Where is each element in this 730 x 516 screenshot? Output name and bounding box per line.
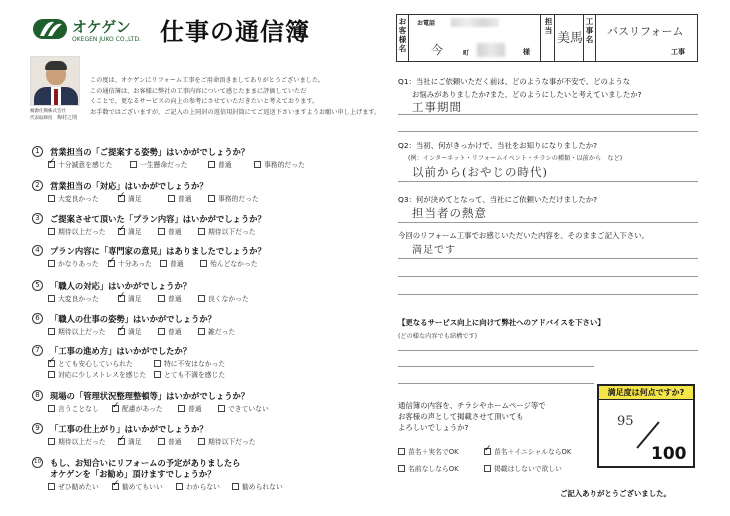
option[interactable] xyxy=(158,436,198,446)
tel-redacted xyxy=(451,18,499,27)
option-label: 普通 xyxy=(178,195,192,203)
question-number: 5 xyxy=(32,280,43,291)
q1-text-a: Q1：当社にご依頼いただく前は、どのような事が不安で、どのような xyxy=(398,77,631,86)
option-label: 満足 xyxy=(128,295,142,303)
option-label: 期待以上だった xyxy=(58,328,106,336)
option[interactable] xyxy=(178,403,218,413)
brand-subtitle: OKEGEN JUKO CO.,LTD. xyxy=(72,36,141,43)
question-text: もし、お知合いにリフォームの予定がありましたら xyxy=(50,458,241,468)
option-label: 良くなかった xyxy=(208,295,249,303)
greeting-line: お手数ではございますが、ご記入の上同封の返信用封筒にてご返送下さいますようお願い申し上げます。 xyxy=(90,108,381,116)
question-text: 現場の「管理状況整理整頓等」はいかがでしょうか？ xyxy=(50,391,250,401)
question-text: 「職人の仕事の姿勢」はいかがでしょうか？ xyxy=(50,314,216,324)
q5-note: (どの様な内容でも結構です) xyxy=(398,333,478,340)
checkbox[interactable] xyxy=(158,295,165,302)
checkbox[interactable] xyxy=(48,228,55,235)
question-number: 9 xyxy=(32,423,43,434)
checkbox-checked[interactable] xyxy=(118,295,125,302)
checkbox[interactable] xyxy=(198,228,205,235)
greeting-line: この度は、オケゲンにリフォーム工事をご用命頂きましてありがとうございました。 xyxy=(90,77,325,84)
option-label: 満足 xyxy=(128,195,142,203)
checkbox-checked[interactable] xyxy=(112,405,119,412)
option[interactable] xyxy=(48,293,118,303)
question-number: 4 xyxy=(32,245,43,256)
checkbox[interactable] xyxy=(200,260,207,267)
option[interactable] xyxy=(48,193,118,203)
option-label: 期待以上だった xyxy=(58,438,106,446)
q2-text: Q2：当初、何がきっかけで、当社をお知りになりましたか? xyxy=(398,141,598,150)
checkbox[interactable] xyxy=(48,295,55,302)
brand-name: オケゲン xyxy=(72,18,131,36)
option-label: 勧めてもいい xyxy=(122,483,163,491)
question-number: 10 xyxy=(32,457,43,468)
publish-option[interactable] xyxy=(484,463,562,473)
answer-line xyxy=(398,294,698,295)
checkbox[interactable] xyxy=(158,228,165,235)
option-label: 期待以下だった xyxy=(208,438,256,446)
president-name: 梅村之則 xyxy=(57,115,78,121)
question-text: プラン内容に「専門家の意見」はありましたでしょうか？ xyxy=(50,246,266,256)
q2-note: (例：インターネット・リフォームイベント・チラシの種類・以前から など) xyxy=(408,155,623,162)
checkbox[interactable] xyxy=(154,371,161,378)
option[interactable] xyxy=(158,293,198,303)
option[interactable] xyxy=(48,326,118,336)
checkbox[interactable] xyxy=(232,483,239,490)
customer-name-field[interactable] xyxy=(411,15,541,61)
customer-name-label: お客様名 xyxy=(397,15,409,61)
option[interactable] xyxy=(198,293,249,303)
checkbox[interactable] xyxy=(48,405,55,412)
checkbox[interactable] xyxy=(484,465,491,472)
option[interactable] xyxy=(176,481,232,491)
greeting-line: この通信簿は、お客様に弊社の工事内容について感じたままに評価していただ xyxy=(90,87,307,95)
tel-label: お電話 xyxy=(417,20,436,27)
option-label: 普通 xyxy=(168,438,182,446)
work-name-value: バスリフォーム xyxy=(607,25,684,38)
checkbox[interactable] xyxy=(198,438,205,445)
score-max: 100 xyxy=(651,444,687,464)
option-label: かなりあった xyxy=(58,260,99,268)
checkbox[interactable] xyxy=(160,260,167,267)
option[interactable] xyxy=(154,369,225,379)
option[interactable] xyxy=(160,258,200,268)
option-label: 名前なしならOK xyxy=(408,465,459,473)
q1-text-b: お悩みがありましたか?また、どのようにしたいと考えていましたか? xyxy=(412,90,642,99)
option-label: 掲載はしないで欲しい xyxy=(494,465,562,473)
option-label: 十分あった xyxy=(118,260,152,268)
option[interactable] xyxy=(48,481,112,491)
checkbox[interactable] xyxy=(158,438,165,445)
checkbox[interactable] xyxy=(398,465,405,472)
publish-text-1: 通信簿の内容を、チラシやホームページ等で xyxy=(398,401,546,410)
name-redacted xyxy=(477,43,505,57)
checkbox[interactable] xyxy=(176,483,183,490)
option[interactable] xyxy=(118,193,168,203)
checkbox[interactable] xyxy=(130,161,137,168)
checkbox[interactable] xyxy=(198,328,205,335)
option-label: 特に不安はなかった xyxy=(164,360,226,368)
answer-line xyxy=(398,114,698,115)
checkbox[interactable] xyxy=(48,438,55,445)
sama-label: 様 xyxy=(523,48,530,56)
question-text: 「工事の進め方」はいかがでしたか？ xyxy=(50,346,192,356)
president-photo xyxy=(30,56,80,106)
answer-line xyxy=(398,181,698,182)
satisfaction-score-box xyxy=(597,384,695,468)
work-suffix: 工事 xyxy=(671,48,685,56)
q3-text: Q3：何が決めてとなって、当社にご依頼いただけましたか? xyxy=(398,195,598,204)
score-title: 満足度は何点ですか? xyxy=(599,386,693,400)
tanto-label: 担当 xyxy=(543,15,555,61)
option[interactable] xyxy=(130,159,208,169)
publish-text-3: よろしいでしょうか? xyxy=(398,423,469,432)
president-company: 桶源住興株式会社 xyxy=(30,109,66,114)
checkbox[interactable] xyxy=(154,360,161,367)
option-label: とても不満を感じた xyxy=(164,371,226,379)
option[interactable] xyxy=(158,226,198,236)
answer-line xyxy=(398,131,698,132)
option[interactable] xyxy=(108,258,160,268)
option[interactable] xyxy=(232,481,283,491)
question-text: 営業担当の「ご提案する姿勢」はいかがでしょうか？ xyxy=(50,147,250,157)
option[interactable] xyxy=(218,403,269,413)
checkbox[interactable] xyxy=(208,161,215,168)
option-label: 期待以上だった xyxy=(58,228,106,236)
answer-line xyxy=(398,258,698,259)
option[interactable] xyxy=(208,159,254,169)
checkbox[interactable] xyxy=(48,328,55,335)
work-name-label: 工事名 xyxy=(584,15,596,61)
option[interactable] xyxy=(158,326,198,336)
customer-header xyxy=(396,14,698,62)
option-label: 一生懸命だった xyxy=(140,161,188,169)
checkbox[interactable] xyxy=(168,195,175,202)
option-label: 期待以下だった xyxy=(208,228,256,236)
option[interactable] xyxy=(112,403,178,413)
option-label: 配慮があった xyxy=(122,405,163,413)
president-caption xyxy=(30,108,77,122)
option[interactable] xyxy=(48,226,118,236)
option-label: 殆んどなかった xyxy=(210,260,258,268)
option-label: 普通 xyxy=(168,328,182,336)
checkbox[interactable] xyxy=(48,371,55,378)
question-text: オケゲンを「お勧め」頂けますでしょうか？ xyxy=(50,469,216,479)
question-number: 8 xyxy=(32,390,43,401)
option[interactable] xyxy=(48,258,108,268)
option[interactable] xyxy=(198,326,235,336)
answer-line xyxy=(398,350,698,351)
option[interactable] xyxy=(118,436,158,446)
answer-line xyxy=(398,366,594,367)
answer-line xyxy=(398,383,594,384)
publish-option[interactable] xyxy=(484,446,571,456)
checkbox-checked[interactable] xyxy=(484,448,491,455)
checkbox[interactable] xyxy=(48,483,55,490)
checkbox-checked[interactable] xyxy=(108,260,115,267)
publish-text-2: お客様の声として掲載させて頂いても xyxy=(398,412,524,421)
checkbox[interactable] xyxy=(198,295,205,302)
option-label: 普通 xyxy=(170,260,184,268)
option[interactable] xyxy=(118,226,158,236)
option-label: 満足 xyxy=(128,228,142,236)
q4-answer[interactable]: 満足です xyxy=(412,245,456,256)
option-label: 普通 xyxy=(168,295,182,303)
option-label: 大変良かった xyxy=(58,295,99,303)
customer-name-value: 今 xyxy=(431,43,444,57)
checkbox-checked[interactable] xyxy=(118,438,125,445)
checkbox[interactable] xyxy=(218,405,225,412)
checkbox[interactable] xyxy=(48,195,55,202)
logo-mark-icon xyxy=(32,16,68,42)
option-label: 満足 xyxy=(128,438,142,446)
machi-label: 町 xyxy=(463,50,470,57)
option[interactable] xyxy=(48,403,112,413)
question-number: 1 xyxy=(32,146,43,157)
option[interactable] xyxy=(48,369,154,379)
q5-text: 【更なるサービス向上に向けて弊社へのアドバイスを下さい】 xyxy=(398,318,605,327)
checkbox-checked[interactable] xyxy=(118,328,125,335)
question-number: 3 xyxy=(32,213,43,224)
option-label: 大変良かった xyxy=(58,195,99,203)
option[interactable] xyxy=(168,193,208,203)
question-number: 2 xyxy=(32,180,43,191)
option-label: 苗名＋実名でOK xyxy=(408,448,459,456)
question-text: ご提案させて頂いた「プラン内容」はいかがでしょうか？ xyxy=(50,214,266,224)
option-label: わからない xyxy=(186,483,220,491)
option[interactable] xyxy=(200,258,258,268)
option-label: 対応に少しストレスを感じた xyxy=(58,371,147,379)
option-label: 普通 xyxy=(188,405,202,413)
option-label: 普通 xyxy=(218,161,232,169)
publish-option[interactable] xyxy=(398,446,459,456)
q2-answer[interactable]: 以前から(おやじの時代) xyxy=(412,165,548,179)
checkbox[interactable] xyxy=(254,161,261,168)
option-label: 雑だった xyxy=(208,328,236,336)
checkbox[interactable] xyxy=(178,405,185,412)
option-label: 満足 xyxy=(128,328,142,336)
page-title: 仕事の通信簿 xyxy=(160,18,310,46)
checkbox[interactable] xyxy=(208,195,215,202)
greeting-text xyxy=(90,76,381,118)
option-label: とても安心していられた xyxy=(58,360,133,368)
checkbox-checked[interactable] xyxy=(48,360,55,367)
option-label: 事務的だった xyxy=(218,195,259,203)
answer-line xyxy=(398,276,698,277)
checkbox[interactable] xyxy=(48,260,55,267)
option[interactable] xyxy=(254,159,305,169)
option[interactable] xyxy=(198,226,256,236)
option-label: 普通 xyxy=(168,228,182,236)
option[interactable] xyxy=(112,481,176,491)
question-text: 「職人の対応」はいかがでしょうか？ xyxy=(50,281,192,291)
president-role: 代表取締役 xyxy=(30,116,53,121)
checkbox[interactable] xyxy=(158,328,165,335)
option[interactable] xyxy=(208,193,259,203)
option-label: 苗名＋イニシャルならOK xyxy=(494,448,572,456)
question-text: 営業担当の「対応」はいかがでしょうか？ xyxy=(50,181,208,191)
q3-answer[interactable]: 担当者の熱意 xyxy=(412,206,487,220)
option-label: 事務的だった xyxy=(264,161,305,169)
publish-option[interactable] xyxy=(398,463,459,473)
checkbox-checked[interactable] xyxy=(112,483,119,490)
checkbox-checked[interactable] xyxy=(48,161,55,168)
option[interactable] xyxy=(154,358,225,368)
option-label: 言うことなし xyxy=(58,405,99,413)
option[interactable] xyxy=(118,293,158,303)
checkbox[interactable] xyxy=(398,448,405,455)
question-text: 「工事の仕上がり」はいかがでしょうか？ xyxy=(50,424,208,434)
checkbox-checked[interactable] xyxy=(118,195,125,202)
option[interactable] xyxy=(118,326,158,336)
company-logo xyxy=(32,14,144,48)
thanks-text: ご記入ありがとうございました。 xyxy=(560,489,671,498)
option[interactable] xyxy=(48,436,118,446)
option[interactable] xyxy=(48,358,154,368)
option[interactable] xyxy=(48,159,130,169)
option-label: 十分誠意を感じた xyxy=(58,161,113,169)
tanto-value: 美馬 xyxy=(557,31,584,46)
option-label: ぜひ勧めたい xyxy=(58,483,99,491)
q4-text: 今回のリフォーム工事でお感じいただいた内容を、そのままご記入下さい。 xyxy=(398,231,649,240)
option-label: 勧められない xyxy=(242,483,283,491)
option-label: できていない xyxy=(228,405,269,413)
q1-answer[interactable]: 工事期間 xyxy=(412,100,462,114)
score-value[interactable]: 95 xyxy=(617,414,634,429)
question-number: 7 xyxy=(32,345,43,356)
greeting-line: くことで、更なるサービスの向上の参考にさせていただきたいと考えております。 xyxy=(90,98,319,106)
answer-line xyxy=(398,222,698,223)
question-number: 6 xyxy=(32,313,43,324)
checkbox-checked[interactable] xyxy=(118,228,125,235)
option[interactable] xyxy=(198,436,256,446)
